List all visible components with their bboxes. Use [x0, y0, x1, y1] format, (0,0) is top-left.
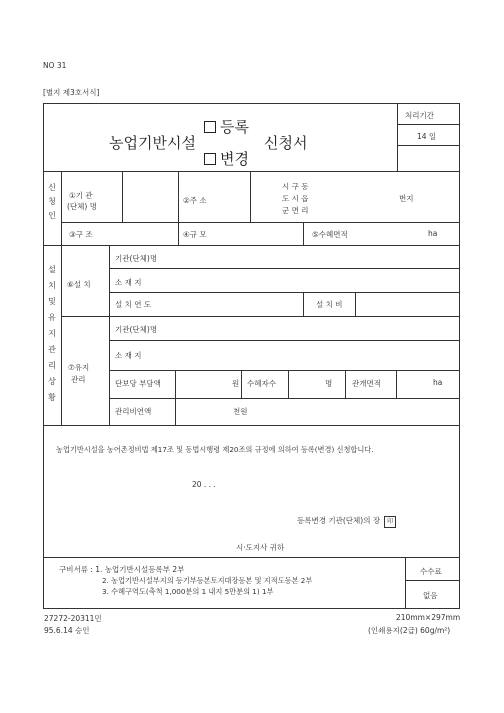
- install-side-label: 설 치 및 유 지 관 리 상 황: [48, 265, 56, 402]
- org-name-label-2: (단체) 명: [67, 202, 97, 211]
- scale-label: ④규 모: [183, 230, 207, 239]
- processing-period-value: 14 일: [417, 132, 437, 141]
- org-name-label: ①기 관: [69, 191, 93, 200]
- maintain-org-name: 기관(단체)명: [115, 325, 158, 334]
- form-frame: [43, 103, 460, 609]
- processing-period-label: 처리기간: [405, 111, 434, 120]
- recipient-label: 시·도지사 귀하: [236, 543, 285, 552]
- beneficiaries-label: 수혜자수: [247, 379, 276, 388]
- address-suffix: 번지: [399, 194, 414, 203]
- paper-size: 210mm×297mm: [396, 613, 461, 622]
- option-register[interactable]: 등록: [204, 116, 249, 137]
- seal-icon: 印: [384, 516, 396, 528]
- address-line-1: 시 구 동: [282, 182, 309, 191]
- option-change[interactable]: 변경: [204, 148, 249, 169]
- install-location: 소 재 지: [115, 278, 142, 287]
- managed-area-label: 관개면적: [352, 379, 381, 388]
- ha-unit: ha: [433, 378, 443, 387]
- title-left: 농업기반시설: [109, 134, 196, 152]
- approval-date: 95.6.14 승인: [44, 626, 90, 635]
- docs-item-1: 구비서류 : 1. 농업기반시설등록부 2부: [59, 565, 185, 574]
- address-label: ②주 소: [183, 196, 207, 205]
- maintain-location: 소 재 지: [115, 351, 142, 360]
- title-right: 신청서: [264, 134, 308, 152]
- install-label: ⑥설 치: [67, 280, 91, 289]
- applicant-side-label: 신 청 인: [48, 183, 56, 220]
- docs-item-2: 2. 농업기반시설부지의 등기부등본토지대장등본 및 지적도등본 2부: [102, 576, 313, 585]
- form-code: 27272-20311민: [44, 614, 102, 623]
- mgmt-cost-label: 관리비연액: [115, 407, 152, 416]
- install-org-name: 기관(단체)명: [115, 254, 158, 263]
- docs-item-3: 3. 수혜구역도(축척 1,000분의 1 내지 5만분의 1) 1부: [102, 587, 274, 596]
- benefit-area-unit: ha: [428, 229, 438, 238]
- member-fee-label: 단보당 부담액: [115, 379, 161, 388]
- maintain-label-2: 관리: [71, 375, 86, 384]
- address-line-3: 군 면 리: [282, 206, 309, 215]
- fee-value: 없음: [423, 591, 438, 600]
- install-cost: 설 치 비: [316, 300, 343, 309]
- paper-type: (인쇄용지(2급) 60g/m²): [368, 626, 451, 635]
- signer-label: 등록변경 기관(단체)의 장 印: [297, 515, 396, 528]
- won-unit: 원: [232, 379, 240, 388]
- thousand-won-unit: 천원: [233, 407, 248, 416]
- structure-label: ③구 조: [69, 230, 93, 239]
- declaration-text: 농업기반시설을 농어촌정비법 제17조 및 동법시행령 제20조의 규정에 의하여 등록(변경) 신청합니다.: [56, 445, 374, 454]
- install-year: 설 치 연 도: [115, 300, 152, 309]
- benefit-area-label: ⑤수혜면적: [312, 230, 348, 239]
- persons-unit: 명: [325, 379, 333, 388]
- maintain-label: ⑦유지: [68, 363, 90, 372]
- register-checkbox[interactable]: [204, 121, 216, 133]
- change-checkbox[interactable]: [204, 153, 216, 165]
- annex-label: [별지 제3호서식]: [43, 88, 100, 97]
- address-line-2: 도 시 읍: [282, 194, 309, 203]
- application-date[interactable]: 20 . . .: [192, 480, 216, 489]
- form-number: NO 31: [43, 61, 67, 70]
- fee-label: 수수료: [420, 567, 442, 576]
